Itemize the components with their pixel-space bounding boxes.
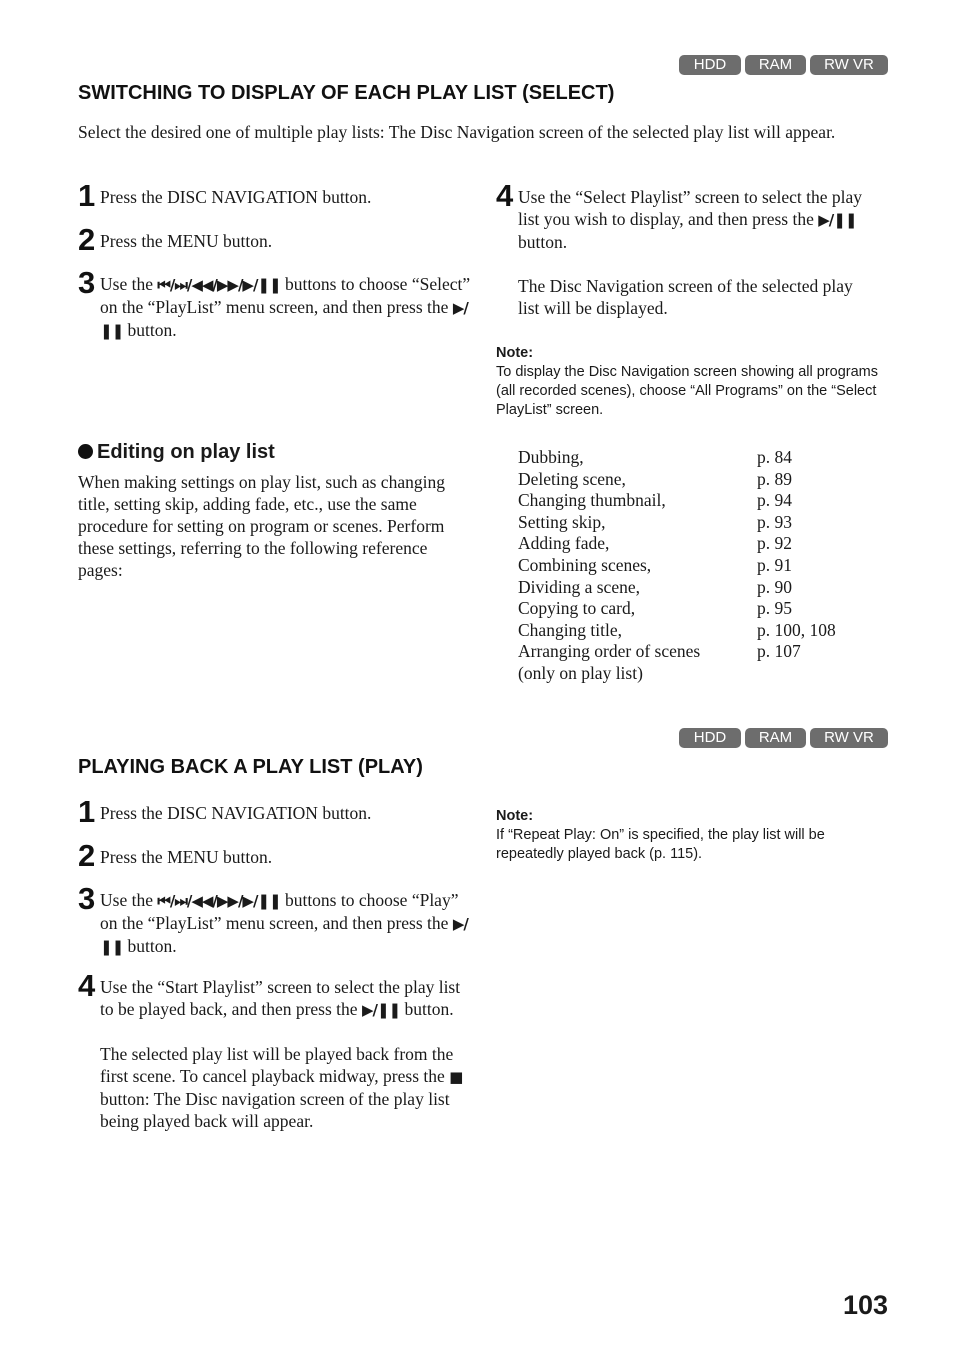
play-pause-icon: ▶/❚❚ xyxy=(100,299,468,340)
list-item: Combining scenes, p. 91 xyxy=(518,554,792,575)
step-result-text: The selected play list will be played back from the first scene. To cancel playback midway, press the ■ button: The Disc navigation screen of the play list being played back will appear. xyxy=(100,1044,463,1131)
section1-intro: Select the desired one of multiple play lists: The Disc Navigation screen of the selected play list will appear. xyxy=(78,122,836,142)
section1-heading: SWITCHING TO DISPLAY OF EACH PLAY LIST (SELECT) xyxy=(78,82,615,104)
stop-icon: ■ xyxy=(449,1068,463,1086)
step-text: Press the DISC NAVIGATION button. xyxy=(100,803,372,823)
step-number: 1 xyxy=(78,178,96,213)
note-text: If “Repeat Play: On” is specified, the play list will be repeatedly played back (p. 115). xyxy=(496,827,825,862)
list-item: Deleting scene, p. 89 xyxy=(518,468,792,489)
media-badges-mid xyxy=(679,728,888,748)
note-label: Note: xyxy=(496,345,534,361)
step-number: 2 xyxy=(78,222,96,257)
page-number: 103 xyxy=(842,1290,888,1320)
media-badges-top xyxy=(679,55,888,75)
editing-text: When making settings on play list, such as changing title, setting skip, adding fade, etc., use the same procedure for setting on program or scenes. Perform these settings, referring to the following reference pages: xyxy=(78,472,445,580)
list-item: Dividing a scene, p. 90 xyxy=(518,576,792,597)
badge-hdd: HDD xyxy=(679,55,741,75)
step-result-text: The Disc Navigation screen of the selected play list will be displayed. xyxy=(518,276,853,318)
play-pause-icon: ▶/❚❚ xyxy=(100,915,468,956)
play-pause-icon: ▶/❚❚ xyxy=(818,211,857,229)
section1-note xyxy=(496,344,891,420)
step-text: Press the MENU button. xyxy=(100,847,273,867)
badge-rw-vr: RW VR xyxy=(810,728,888,748)
step-text: Use the “Start Playlist” screen to select the play list to be played back, and then press the ▶/❚❚ button. xyxy=(100,977,461,1019)
list-item: Setting skip, p. 93 xyxy=(518,511,792,532)
step-text: Press the DISC NAVIGATION button. xyxy=(100,187,372,207)
step-text: Press the MENU button. xyxy=(100,231,273,251)
step-number: 3 xyxy=(78,881,96,916)
step-number: 1 xyxy=(78,794,96,829)
list-item: Dubbing, p. 84 xyxy=(518,447,792,467)
step-number: 4 xyxy=(496,178,514,213)
transport-buttons-icon: ⏮/⏭/◀◀/▶▶/▶/❚❚ xyxy=(157,276,281,294)
note-text: To display the Disc Navigation screen showing all programs (all recorded scenes), choose “All Programs” on the “Select PlayList” screen. xyxy=(496,364,879,418)
list-item: (only on play list) xyxy=(518,662,643,683)
badge-ram: RAM xyxy=(745,55,806,75)
list-item: Copying to card, p. 95 xyxy=(518,598,792,619)
step-text: Use the ⏮/⏭/◀◀/▶▶/▶/❚❚ buttons to choose “Play” on the “PlayList” menu screen, and then press the ▶/❚❚ button. xyxy=(100,890,468,956)
reference-pages-list xyxy=(518,447,836,685)
step-number: 3 xyxy=(78,265,96,300)
bullet-icon xyxy=(78,444,93,459)
transport-buttons-icon: ⏮/⏭/◀◀/▶▶/▶/❚❚ xyxy=(157,892,281,910)
badge-ram: RAM xyxy=(745,728,806,748)
play-pause-icon: ▶/❚❚ xyxy=(361,1001,401,1019)
section2-heading: PLAYING BACK A PLAY LIST (PLAY) xyxy=(78,756,423,778)
editing-heading: Editing on play list xyxy=(78,441,275,464)
badge-hdd: HDD xyxy=(679,728,741,748)
list-item: Adding fade, p. 92 xyxy=(518,533,792,554)
list-item: Changing title, p. 100, 108 xyxy=(518,619,836,640)
section2-note xyxy=(496,807,891,864)
step-number: 4 xyxy=(78,968,96,1003)
step-number: 2 xyxy=(78,838,96,873)
list-item: Arranging order of scenes p. 107 xyxy=(518,641,801,662)
note-label: Note: xyxy=(496,808,534,824)
step-text: Use the “Select Playlist” screen to select the play list you wish to display, and then press the ▶/❚❚ button. xyxy=(518,187,863,252)
list-item: Changing thumbnail, p. 94 xyxy=(518,490,792,511)
badge-rw-vr: RW VR xyxy=(810,55,888,75)
step-text: Use the ⏮/⏭/◀◀/▶▶/▶/❚❚ buttons to choose “Select” on the “PlayList” menu screen, and then press the ▶/❚❚ button. xyxy=(100,274,471,340)
